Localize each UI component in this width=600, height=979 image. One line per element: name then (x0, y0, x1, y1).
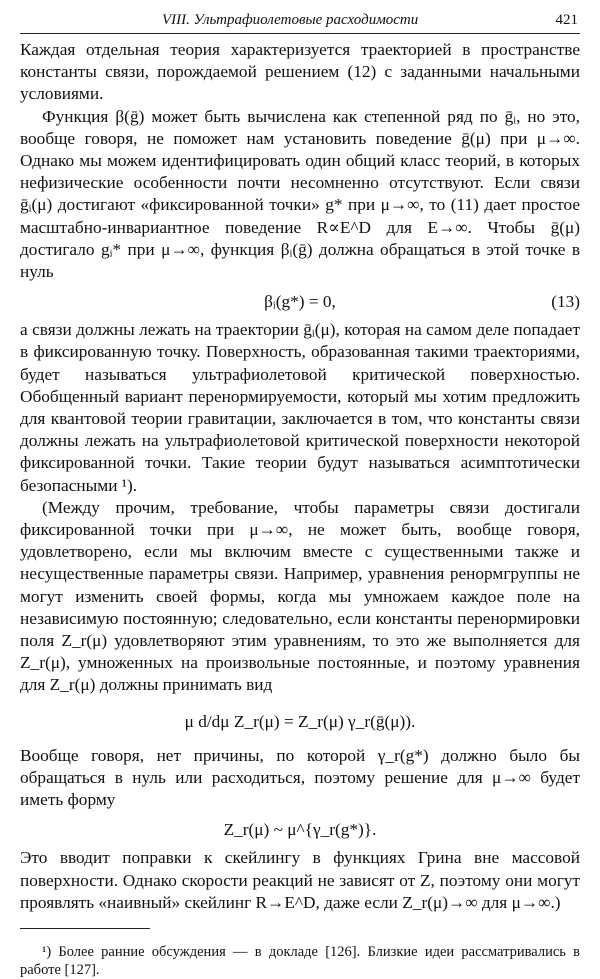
equation-13-body: βᵢ(g*) = 0, (264, 292, 336, 312)
equation-13 (20, 290, 580, 314)
equation-rg (20, 704, 580, 740)
equation-rg-body: μ d/dμ Z_r(μ) = Z_r(μ) γ_r(ḡ(μ)). (184, 711, 416, 731)
paragraph-3: а связи должны лежать на траектории ḡᵢ(μ), которая на самом деле попадает в фиксированную точку. Поверхность, образованная такими траекториями, будет называться ультрафиолетовой критической поверхностью. Обобщенный вариант перенормируемости, который мы хотим предложить для квантовой теории гравитации, заключается в том, что константы связи должны лежать на ультрафиолетовой критической поверхности некоторой фиксированной точки. Такие теории будут называться асимптотически безопасными ¹). (20, 320, 580, 495)
paragraph-1: Каждая отдельная теория характеризуется траекторией в пространстве константы связи, порождаемой решением (12) с заданными начальными условиями. (20, 40, 580, 104)
body-text (20, 39, 580, 914)
paragraph-2: Функция β(ḡ) может быть вычислена как степенной ряд по ḡᵢ, но это, вообще говоря, не поможет нам установить поведение ḡ(μ) при μ→∞. Однако мы можем идентифицировать один общий класс теорий, в которых нефизические особенности почти несомненно отсутствуют. Если связи ḡᵢ(μ) достигают «фиксированной точки» g* при μ→∞, то (11) дает простое масштабно-инвариантное поведение R∝E^D для E→∞. Чтобы ḡ(μ) достигало gᵢ* при μ→∞, функция βᵢ(ḡ) должна обращаться в этой точке в нуль (20, 106, 580, 282)
equation-scaling-body: Z_r(μ) ~ μ^{γ_r(g*)}. (223, 820, 377, 840)
running-header (20, 12, 580, 34)
equation-13-number: (13) (551, 292, 580, 312)
page (20, 0, 580, 979)
equation-scaling (20, 818, 580, 842)
page-number: 421 (555, 12, 578, 28)
footnote: ¹) Более ранние обсуждения — в докладе [126]. Близкие идеи рассматривались в работе [127]. (20, 944, 580, 979)
paragraph-4: (Между прочим, требование, чтобы параметры связи достигали фиксированной точки при μ→∞, не может быть, вообще говоря, удовлетворено, если мы включим вместе с существенными также и несущественные параметры связи. Например, уравнения ренормгруппы не могут изменить своей формы, когда мы умножаем каждое поле на независимую постоянную; следовательно, если константы перенормировки поля Z_r(μ) удовлетворяют этим уравнениям, то это же выполняется для Z_r(μ), умноженных на произвольные постоянные, и поэтому уравнения для Z_r(μ) должны принимать вид (20, 497, 580, 695)
paragraph-6: Это вводит поправки к скейлингу в функциях Грина вне массовой поверхности. Однако скорости реакций не зависят от Z, поэтому они могут проявлять «наивный» скейлинг R→E^D, даже если Z_r(μ)→∞ для μ→∞.) (20, 848, 580, 912)
paragraph-5: Вообще говоря, нет причины, по которой γ_r(g*) должно было бы обращаться в нуль или расходиться, поэтому решение для μ→∞ будет иметь форму (20, 745, 580, 810)
footnote-divider (20, 928, 150, 929)
header-title: VIII. Ультрафиолетовые расходимости (162, 12, 419, 28)
